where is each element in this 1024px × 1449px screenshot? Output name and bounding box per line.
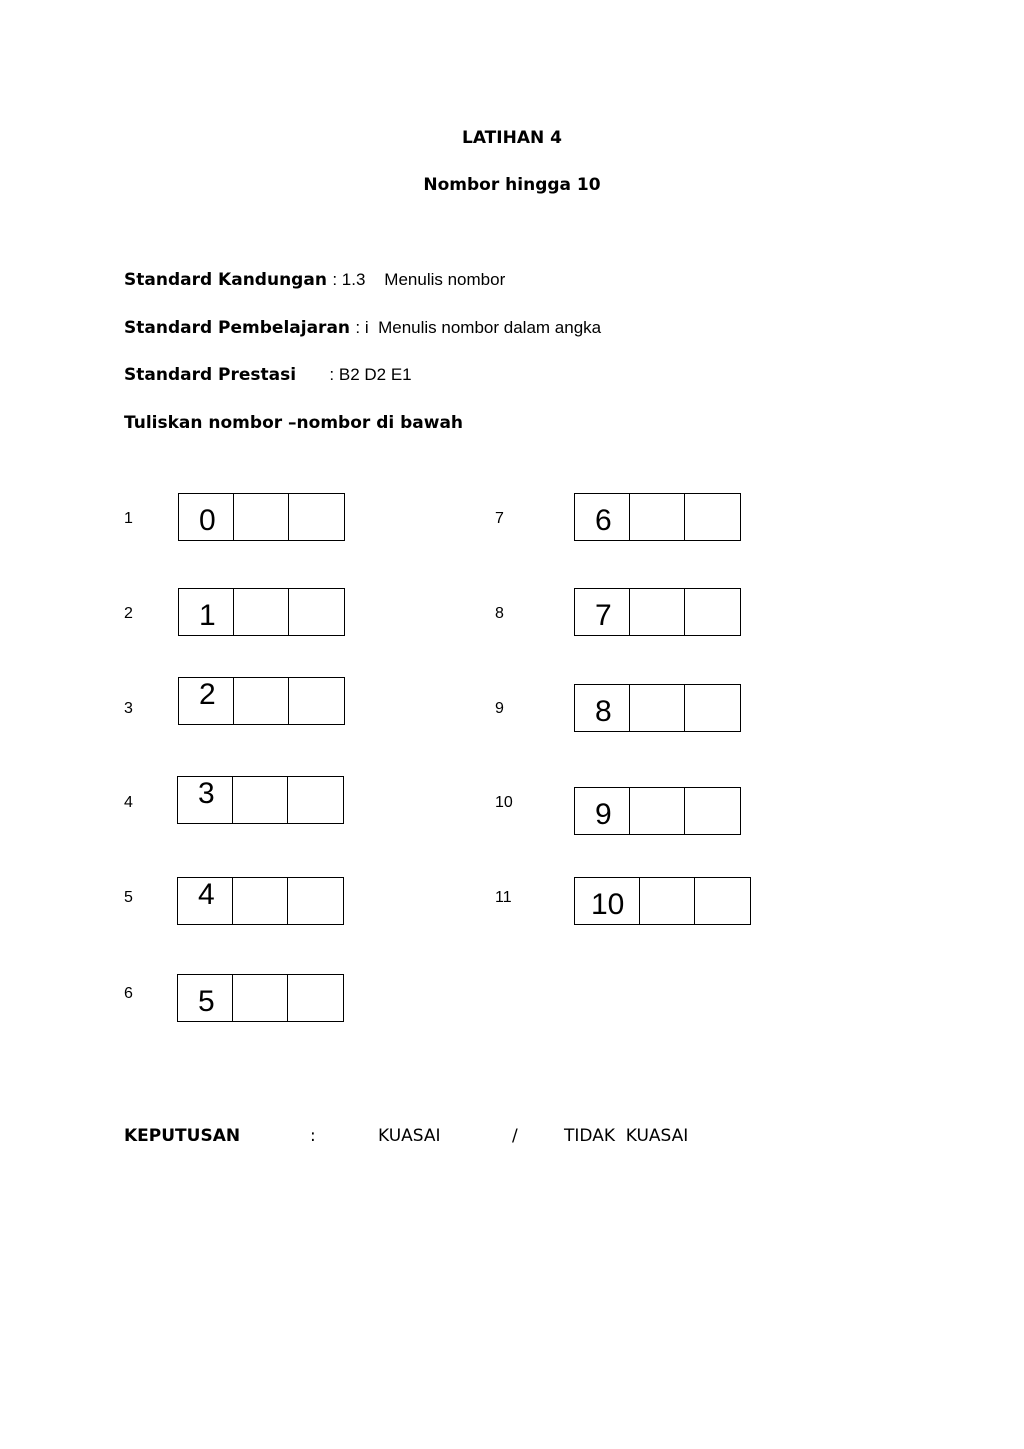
question-number: 9 (495, 700, 504, 717)
given-number-cell (178, 777, 233, 823)
answer-boxes (574, 684, 741, 732)
question-number: 11 (495, 889, 512, 906)
given-number: 0 (199, 504, 216, 537)
given-number-cell (575, 788, 630, 834)
answer-cell[interactable] (630, 685, 685, 731)
given-number-cell (575, 878, 640, 924)
given-number: 9 (595, 798, 612, 831)
answer-cell[interactable] (630, 589, 685, 635)
decision-label: KEPUTUSAN (124, 1126, 241, 1146)
answer-boxes (574, 493, 741, 541)
answer-cell[interactable] (630, 788, 685, 834)
answer-boxes (178, 493, 345, 541)
answer-cell[interactable] (685, 589, 740, 635)
answer-cell[interactable] (685, 685, 740, 731)
answer-cell[interactable] (289, 678, 344, 724)
given-number: 3 (198, 777, 215, 810)
decision-colon: : (310, 1126, 316, 1146)
answer-cell[interactable] (234, 678, 289, 724)
given-number-cell (178, 878, 233, 924)
standard-prestasi (124, 365, 412, 385)
given-number: 8 (595, 695, 612, 728)
question-number: 1 (124, 510, 133, 527)
standard-kandungan-value: : 1.3 Menulis nombor (332, 270, 506, 289)
standard-pembelajaran (124, 318, 601, 338)
answer-boxes (177, 877, 344, 925)
answer-cell[interactable] (233, 878, 288, 924)
given-number: 2 (199, 678, 216, 711)
answer-cell[interactable] (233, 777, 288, 823)
question-number: 6 (124, 985, 133, 1002)
answer-cell[interactable] (288, 975, 343, 1021)
given-number-cell (575, 685, 630, 731)
instruction: Tuliskan nombor –nombor di bawah (124, 413, 464, 433)
answer-cell[interactable] (288, 777, 343, 823)
given-number-cell (575, 589, 630, 635)
answer-boxes (177, 776, 344, 824)
question-number: 8 (495, 605, 504, 622)
answer-boxes (178, 677, 345, 725)
standard-prestasi-value: : B2 D2 E1 (329, 365, 412, 384)
answer-cell[interactable] (234, 589, 289, 635)
given-number: 1 (199, 599, 216, 632)
standard-prestasi-label: Standard Prestasi (124, 365, 297, 385)
answer-cell[interactable] (640, 878, 695, 924)
given-number: 6 (595, 504, 612, 537)
answer-boxes (574, 877, 751, 925)
decision-slash: / (512, 1126, 518, 1146)
given-number-cell (178, 975, 233, 1021)
answer-boxes (178, 588, 345, 636)
answer-cell[interactable] (630, 494, 685, 540)
given-number-cell (575, 494, 630, 540)
given-number: 4 (198, 878, 215, 911)
answer-cell[interactable] (289, 494, 344, 540)
answer-cell[interactable] (685, 788, 740, 834)
question-number: 2 (124, 605, 133, 622)
answer-cell[interactable] (234, 494, 289, 540)
given-number-cell (179, 589, 234, 635)
standard-kandungan-label: Standard Kandungan (124, 270, 327, 290)
given-number-cell (179, 494, 234, 540)
answer-boxes (574, 787, 741, 835)
standard-pembelajaran-label: Standard Pembelajaran (124, 318, 351, 338)
standard-pembelajaran-value: : i Menulis nombor dalam angka (355, 318, 602, 337)
answer-cell[interactable] (288, 878, 343, 924)
decision-fail[interactable]: TIDAK KUASAI (564, 1126, 689, 1146)
given-number: 7 (595, 599, 612, 632)
page-subtitle: Nombor hingga 10 (423, 175, 601, 195)
question-number: 7 (495, 510, 504, 527)
answer-boxes (574, 588, 741, 636)
answer-boxes (177, 974, 344, 1022)
question-number: 4 (124, 794, 133, 811)
answer-cell[interactable] (289, 589, 344, 635)
given-number: 5 (198, 985, 215, 1018)
answer-cell[interactable] (233, 975, 288, 1021)
question-number: 10 (495, 794, 513, 811)
page-title: LATIHAN 4 (462, 128, 562, 148)
given-number: 10 (591, 888, 625, 921)
decision-pass[interactable]: KUASAI (378, 1126, 441, 1146)
given-number-cell (179, 678, 234, 724)
question-number: 5 (124, 889, 133, 906)
answer-cell[interactable] (685, 494, 740, 540)
question-number: 3 (124, 700, 133, 717)
answer-cell[interactable] (695, 878, 750, 924)
standard-kandungan (124, 270, 505, 290)
